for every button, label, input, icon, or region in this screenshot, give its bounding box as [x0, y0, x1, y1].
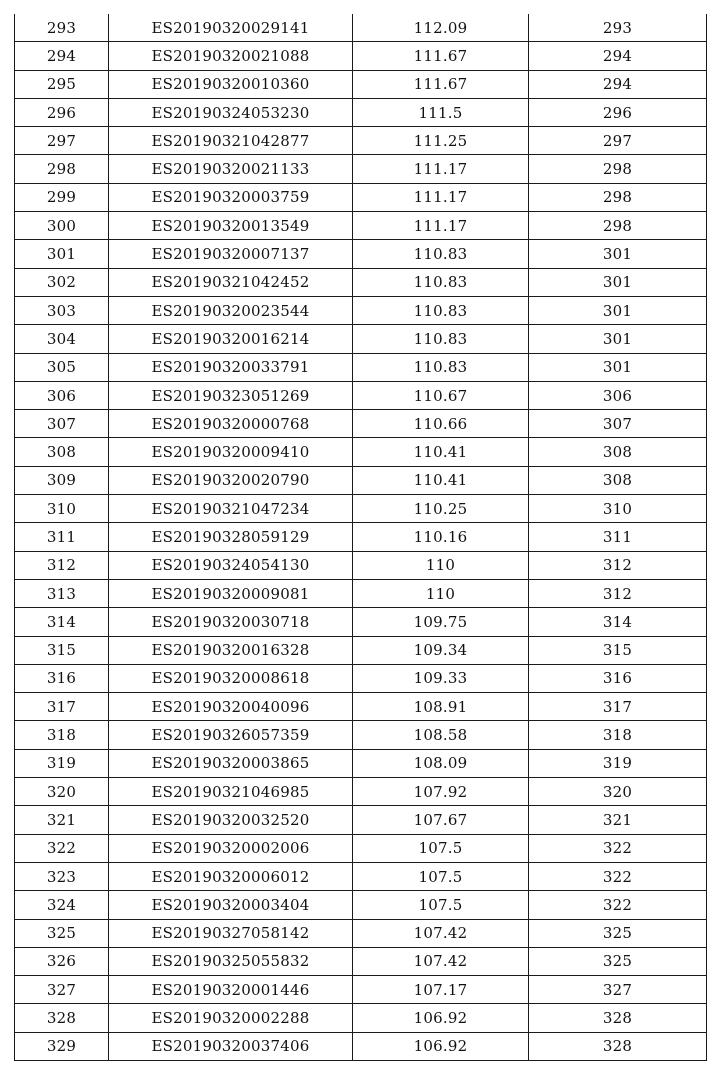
- rank-cell: 318: [529, 721, 707, 749]
- rank-cell: 322: [529, 862, 707, 890]
- seq-number-cell: 314: [15, 608, 109, 636]
- rank-cell: 322: [529, 834, 707, 862]
- candidate-id-cell: ES20190320020790: [109, 466, 353, 494]
- score-cell: 109.34: [353, 636, 529, 664]
- rank-cell: 294: [529, 70, 707, 98]
- candidate-id-cell: ES20190320002006: [109, 834, 353, 862]
- candidate-id-cell: ES20190320029141: [109, 14, 353, 42]
- score-cell: 111.25: [353, 127, 529, 155]
- seq-number-cell: 323: [15, 862, 109, 890]
- seq-number-cell: 319: [15, 749, 109, 777]
- table-row: [15, 636, 707, 664]
- score-cell: 110.83: [353, 268, 529, 296]
- score-cell: 107.92: [353, 778, 529, 806]
- table-row: [15, 608, 707, 636]
- candidate-id-cell: ES20190320033791: [109, 353, 353, 381]
- candidate-id-cell: ES20190320040096: [109, 693, 353, 721]
- table-row: [15, 268, 707, 296]
- candidate-id-cell: ES20190327058142: [109, 919, 353, 947]
- candidate-id-cell: ES20190326057359: [109, 721, 353, 749]
- score-cell: 110.83: [353, 325, 529, 353]
- table-row: [15, 721, 707, 749]
- candidate-id-cell: ES20190325055832: [109, 947, 353, 975]
- rank-cell: 314: [529, 608, 707, 636]
- candidate-id-cell: ES20190320016214: [109, 325, 353, 353]
- seq-number-cell: 305: [15, 353, 109, 381]
- score-table: [14, 14, 707, 1061]
- score-cell: 110.66: [353, 410, 529, 438]
- score-cell: 108.09: [353, 749, 529, 777]
- table-row: [15, 891, 707, 919]
- candidate-id-cell: ES20190323051269: [109, 381, 353, 409]
- score-cell: 107.42: [353, 919, 529, 947]
- rank-cell: 328: [529, 1032, 707, 1060]
- score-cell: 106.92: [353, 1004, 529, 1032]
- score-cell: 112.09: [353, 14, 529, 42]
- score-cell: 107.5: [353, 891, 529, 919]
- score-cell: 110: [353, 551, 529, 579]
- score-cell: 111.17: [353, 212, 529, 240]
- seq-number-cell: 324: [15, 891, 109, 919]
- rank-cell: 296: [529, 98, 707, 126]
- table-row: [15, 240, 707, 268]
- table-row: [15, 70, 707, 98]
- table-row: [15, 381, 707, 409]
- rank-cell: 317: [529, 693, 707, 721]
- table-row: [15, 1032, 707, 1060]
- table-row: [15, 834, 707, 862]
- table-row: [15, 155, 707, 183]
- seq-number-cell: 318: [15, 721, 109, 749]
- candidate-id-cell: ES20190320007137: [109, 240, 353, 268]
- seq-number-cell: 317: [15, 693, 109, 721]
- table-row: [15, 778, 707, 806]
- rank-cell: 319: [529, 749, 707, 777]
- table-row: [15, 466, 707, 494]
- seq-number-cell: 316: [15, 664, 109, 692]
- table-row: [15, 919, 707, 947]
- score-cell: 110.83: [353, 296, 529, 324]
- score-cell: 106.92: [353, 1032, 529, 1060]
- table-row: [15, 353, 707, 381]
- rank-cell: 312: [529, 551, 707, 579]
- candidate-id-cell: ES20190320010360: [109, 70, 353, 98]
- score-cell: 110: [353, 579, 529, 607]
- score-cell: 107.5: [353, 862, 529, 890]
- candidate-id-cell: ES20190324054130: [109, 551, 353, 579]
- rank-cell: 325: [529, 919, 707, 947]
- score-cell: 107.5: [353, 834, 529, 862]
- table-row: [15, 1004, 707, 1032]
- candidate-id-cell: ES20190321042452: [109, 268, 353, 296]
- score-cell: 107.42: [353, 947, 529, 975]
- score-cell: 111.17: [353, 155, 529, 183]
- candidate-id-cell: ES20190324053230: [109, 98, 353, 126]
- candidate-id-cell: ES20190321046985: [109, 778, 353, 806]
- seq-number-cell: 300: [15, 212, 109, 240]
- table-row: [15, 862, 707, 890]
- table-row: [15, 947, 707, 975]
- rank-cell: 310: [529, 495, 707, 523]
- rank-cell: 301: [529, 268, 707, 296]
- score-cell: 108.58: [353, 721, 529, 749]
- candidate-id-cell: ES20190320013549: [109, 212, 353, 240]
- score-cell: 110.41: [353, 466, 529, 494]
- score-cell: 107.17: [353, 976, 529, 1004]
- score-cell: 110.16: [353, 523, 529, 551]
- table-row: [15, 296, 707, 324]
- candidate-id-cell: ES20190320023544: [109, 296, 353, 324]
- seq-number-cell: 309: [15, 466, 109, 494]
- candidate-id-cell: ES20190321047234: [109, 495, 353, 523]
- rank-cell: 322: [529, 891, 707, 919]
- seq-number-cell: 312: [15, 551, 109, 579]
- table-row: [15, 551, 707, 579]
- candidate-id-cell: ES20190320032520: [109, 806, 353, 834]
- candidate-id-cell: ES20190320006012: [109, 862, 353, 890]
- score-cell: 111.5: [353, 98, 529, 126]
- seq-number-cell: 296: [15, 98, 109, 126]
- rank-cell: 308: [529, 466, 707, 494]
- rank-cell: 321: [529, 806, 707, 834]
- candidate-id-cell: ES20190320016328: [109, 636, 353, 664]
- table-row: [15, 664, 707, 692]
- table-row: [15, 523, 707, 551]
- seq-number-cell: 295: [15, 70, 109, 98]
- candidate-id-cell: ES20190320001446: [109, 976, 353, 1004]
- seq-number-cell: 321: [15, 806, 109, 834]
- seq-number-cell: 308: [15, 438, 109, 466]
- candidate-id-cell: ES20190320003865: [109, 749, 353, 777]
- seq-number-cell: 310: [15, 495, 109, 523]
- rank-cell: 325: [529, 947, 707, 975]
- table-row: [15, 98, 707, 126]
- table-row: [15, 749, 707, 777]
- table-row: [15, 183, 707, 211]
- rank-cell: 306: [529, 381, 707, 409]
- table-row: [15, 410, 707, 438]
- candidate-id-cell: ES20190320008618: [109, 664, 353, 692]
- score-cell: 110.67: [353, 381, 529, 409]
- table-row: [15, 693, 707, 721]
- seq-number-cell: 303: [15, 296, 109, 324]
- table-row: [15, 806, 707, 834]
- seq-number-cell: 298: [15, 155, 109, 183]
- score-cell: 107.67: [353, 806, 529, 834]
- candidate-id-cell: ES20190320030718: [109, 608, 353, 636]
- rank-cell: 311: [529, 523, 707, 551]
- rank-cell: 327: [529, 976, 707, 1004]
- score-cell: 111.17: [353, 183, 529, 211]
- seq-number-cell: 293: [15, 14, 109, 42]
- rank-cell: 315: [529, 636, 707, 664]
- seq-number-cell: 299: [15, 183, 109, 211]
- candidate-id-cell: ES20190320021133: [109, 155, 353, 183]
- rank-cell: 308: [529, 438, 707, 466]
- table-body: [15, 14, 707, 1060]
- score-cell: 109.75: [353, 608, 529, 636]
- seq-number-cell: 313: [15, 579, 109, 607]
- table-row: [15, 325, 707, 353]
- candidate-id-cell: ES20190320021088: [109, 42, 353, 70]
- rank-cell: 307: [529, 410, 707, 438]
- rank-cell: 312: [529, 579, 707, 607]
- seq-number-cell: 306: [15, 381, 109, 409]
- candidate-id-cell: ES20190320037406: [109, 1032, 353, 1060]
- rank-cell: 316: [529, 664, 707, 692]
- rank-cell: 298: [529, 155, 707, 183]
- seq-number-cell: 304: [15, 325, 109, 353]
- rank-cell: 328: [529, 1004, 707, 1032]
- candidate-id-cell: ES20190320003759: [109, 183, 353, 211]
- rank-cell: 293: [529, 14, 707, 42]
- seq-number-cell: 320: [15, 778, 109, 806]
- rank-cell: 320: [529, 778, 707, 806]
- seq-number-cell: 297: [15, 127, 109, 155]
- rank-cell: 294: [529, 42, 707, 70]
- seq-number-cell: 328: [15, 1004, 109, 1032]
- rank-cell: 297: [529, 127, 707, 155]
- score-cell: 108.91: [353, 693, 529, 721]
- seq-number-cell: 327: [15, 976, 109, 1004]
- seq-number-cell: 329: [15, 1032, 109, 1060]
- rank-cell: 301: [529, 325, 707, 353]
- candidate-id-cell: ES20190320002288: [109, 1004, 353, 1032]
- table-row: [15, 14, 707, 42]
- table-row: [15, 438, 707, 466]
- seq-number-cell: 322: [15, 834, 109, 862]
- seq-number-cell: 315: [15, 636, 109, 664]
- table-row: [15, 579, 707, 607]
- table-row: [15, 42, 707, 70]
- rank-cell: 301: [529, 296, 707, 324]
- score-cell: 110.41: [353, 438, 529, 466]
- score-cell: 110.83: [353, 353, 529, 381]
- seq-number-cell: 301: [15, 240, 109, 268]
- candidate-id-cell: ES20190320009410: [109, 438, 353, 466]
- rank-cell: 298: [529, 183, 707, 211]
- score-cell: 111.67: [353, 42, 529, 70]
- seq-number-cell: 307: [15, 410, 109, 438]
- candidate-id-cell: ES20190321042877: [109, 127, 353, 155]
- table-row: [15, 127, 707, 155]
- seq-number-cell: 302: [15, 268, 109, 296]
- rank-cell: 298: [529, 212, 707, 240]
- candidate-id-cell: ES20190328059129: [109, 523, 353, 551]
- score-table-page: [14, 14, 706, 1061]
- seq-number-cell: 325: [15, 919, 109, 947]
- score-cell: 109.33: [353, 664, 529, 692]
- table-row: [15, 976, 707, 1004]
- rank-cell: 301: [529, 353, 707, 381]
- rank-cell: 301: [529, 240, 707, 268]
- score-cell: 111.67: [353, 70, 529, 98]
- candidate-id-cell: ES20190320003404: [109, 891, 353, 919]
- score-cell: 110.25: [353, 495, 529, 523]
- seq-number-cell: 311: [15, 523, 109, 551]
- candidate-id-cell: ES20190320000768: [109, 410, 353, 438]
- table-row: [15, 212, 707, 240]
- score-cell: 110.83: [353, 240, 529, 268]
- candidate-id-cell: ES20190320009081: [109, 579, 353, 607]
- seq-number-cell: 294: [15, 42, 109, 70]
- table-row: [15, 495, 707, 523]
- seq-number-cell: 326: [15, 947, 109, 975]
